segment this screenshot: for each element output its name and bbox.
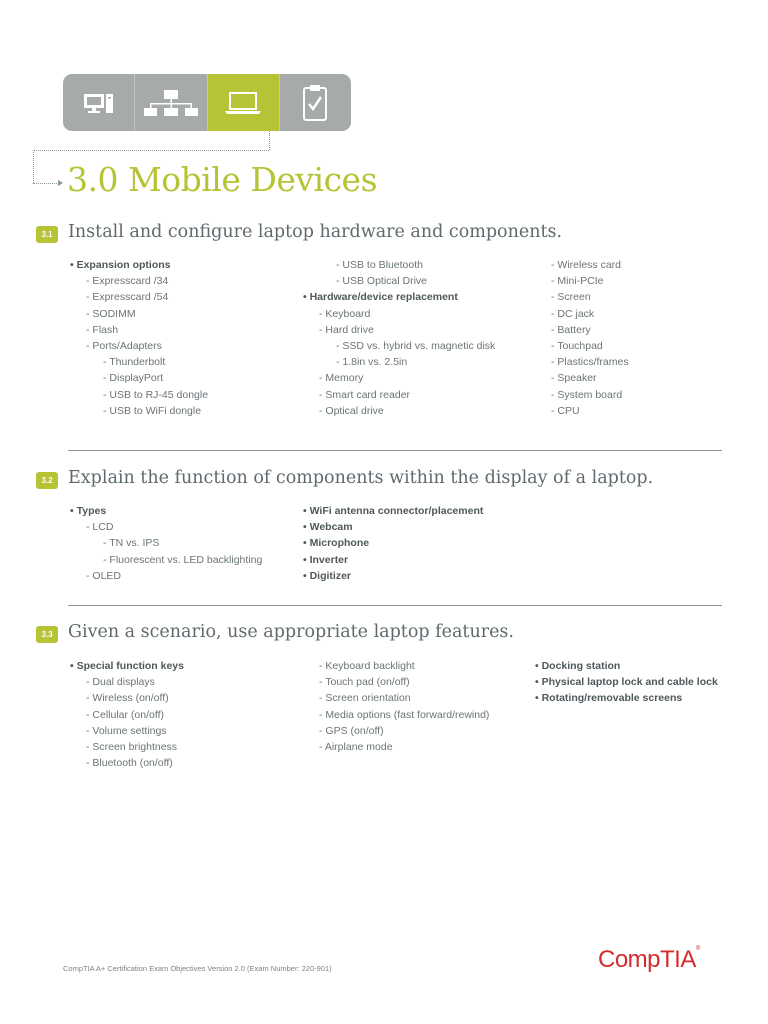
objective-subitem: - CPU	[535, 403, 629, 419]
objective-subitem: - DC jack	[535, 306, 629, 322]
section-heading: Install and configure laptop hardware and components.	[68, 222, 563, 242]
objective-bullet: • Microphone	[303, 535, 483, 551]
objective-bullet: • Webcam	[303, 519, 483, 535]
objective-bullet: • Rotating/removable screens	[535, 690, 718, 706]
objective-subitem: - Wireless (on/off)	[70, 690, 184, 706]
section-divider	[68, 605, 722, 606]
connector-line	[269, 131, 270, 150]
desktop-tab	[63, 74, 134, 131]
objective-subitem: - Keyboard	[303, 306, 495, 322]
objective-subitem: - TN vs. IPS	[70, 535, 262, 551]
objective-bullet: • Special function keys	[70, 658, 184, 674]
objective-list	[303, 503, 483, 584]
logo-text: CompTIA	[598, 946, 696, 973]
objective-subitem: - Smart card reader	[303, 387, 495, 403]
laptop-icon	[223, 90, 263, 116]
objective-subitem: - LCD	[70, 519, 262, 535]
objective-subitem: - Plastics/frames	[535, 354, 629, 370]
objective-bullet: • Expansion options	[70, 257, 208, 273]
section-number-badge: 3.3	[36, 626, 58, 643]
objective-subitem: - USB to WiFi dongle	[70, 403, 208, 419]
objective-list	[535, 257, 629, 419]
objective-subitem: - USB Optical Drive	[303, 273, 495, 289]
objective-bullet: • Docking station	[535, 658, 718, 674]
objective-subitem: - Thunderbolt	[70, 354, 208, 370]
objective-subitem: - SODIMM	[70, 306, 208, 322]
objective-subitem: - Keyboard backlight	[303, 658, 489, 674]
section-heading: Given a scenario, use appropriate laptop features.	[68, 622, 514, 642]
desktop-icon	[81, 90, 117, 116]
objective-bullet: • Inverter	[303, 552, 483, 568]
objective-bullet: • Digitizer	[303, 568, 483, 584]
objective-list	[70, 503, 262, 584]
objective-subitem: - Touch pad (on/off)	[303, 674, 489, 690]
objective-subitem: - Optical drive	[303, 403, 495, 419]
objective-list	[303, 658, 489, 755]
objective-subitem: - Dual displays	[70, 674, 184, 690]
objective-subitem: - System board	[535, 387, 629, 403]
objective-subitem: - Ports/Adapters	[70, 338, 208, 354]
objective-icon-tabs	[63, 74, 351, 131]
section-number-badge: 3.1	[36, 226, 58, 243]
objective-bullet: • Hardware/device replacement	[303, 289, 495, 305]
objective-subitem: - Speaker	[535, 370, 629, 386]
objective-subitem: - Hard drive	[303, 322, 495, 338]
objective-subitem: - DisplayPort	[70, 370, 208, 386]
objective-subitem: - USB to Bluetooth	[303, 257, 495, 273]
page-title: 3.0 Mobile Devices	[67, 160, 378, 199]
comptia-logo: CompTIA®	[598, 946, 700, 973]
objective-subitem: - Mini-PCIe	[535, 273, 629, 289]
objective-subitem: - Volume settings	[70, 723, 184, 739]
objective-subitem: - Screen	[535, 289, 629, 305]
objective-subitem: - Airplane mode	[303, 739, 489, 755]
objective-subitem: - USB to RJ-45 dongle	[70, 387, 208, 403]
network-icon	[142, 88, 200, 118]
objective-subitem: - OLED	[70, 568, 262, 584]
footer-text: CompTIA A+ Certification Exam Objectives Version 2.0 (Exam Number: 220-901)	[63, 964, 332, 973]
clipboard-icon	[301, 83, 329, 123]
objective-bullet: • Physical laptop lock and cable lock	[535, 674, 718, 690]
objective-subitem: - Touchpad	[535, 338, 629, 354]
objective-bullet: • WiFi antenna connector/placement	[303, 503, 483, 519]
objective-subitem: - Bluetooth (on/off)	[70, 755, 184, 771]
objective-subitem: - 1.8in vs. 2.5in	[303, 354, 495, 370]
connector-line	[33, 150, 269, 151]
objective-bullet: • Types	[70, 503, 262, 519]
objective-subitem: - Fluorescent vs. LED backlighting	[70, 552, 262, 568]
objective-subitem: - Screen brightness	[70, 739, 184, 755]
objective-subitem: - Screen orientation	[303, 690, 489, 706]
objective-list	[535, 658, 718, 707]
objective-subitem: - Cellular (on/off)	[70, 707, 184, 723]
objective-subitem: - Memory	[303, 370, 495, 386]
objective-subitem: - Wireless card	[535, 257, 629, 273]
objective-subitem: - SSD vs. hybrid vs. magnetic disk	[303, 338, 495, 354]
objective-subitem: - Expresscard /54	[70, 289, 208, 305]
section-number-badge: 3.2	[36, 472, 58, 489]
section-heading: Explain the function of components within the display of a laptop.	[68, 468, 654, 488]
laptop-tab	[207, 74, 279, 131]
objective-subitem: - GPS (on/off)	[303, 723, 489, 739]
objective-subitem: - Battery	[535, 322, 629, 338]
connector-arrow	[58, 180, 63, 186]
objective-subitem: - Media options (fast forward/rewind)	[303, 707, 489, 723]
section-divider	[68, 450, 722, 451]
objective-list	[70, 257, 208, 419]
network-tab	[134, 74, 206, 131]
objective-list	[70, 658, 184, 771]
clipboard-tab	[279, 74, 351, 131]
objective-subitem: - Expresscard /34	[70, 273, 208, 289]
objective-list	[303, 257, 495, 419]
connector-line	[33, 183, 59, 184]
objective-subitem: - Flash	[70, 322, 208, 338]
connector-line	[33, 150, 34, 183]
